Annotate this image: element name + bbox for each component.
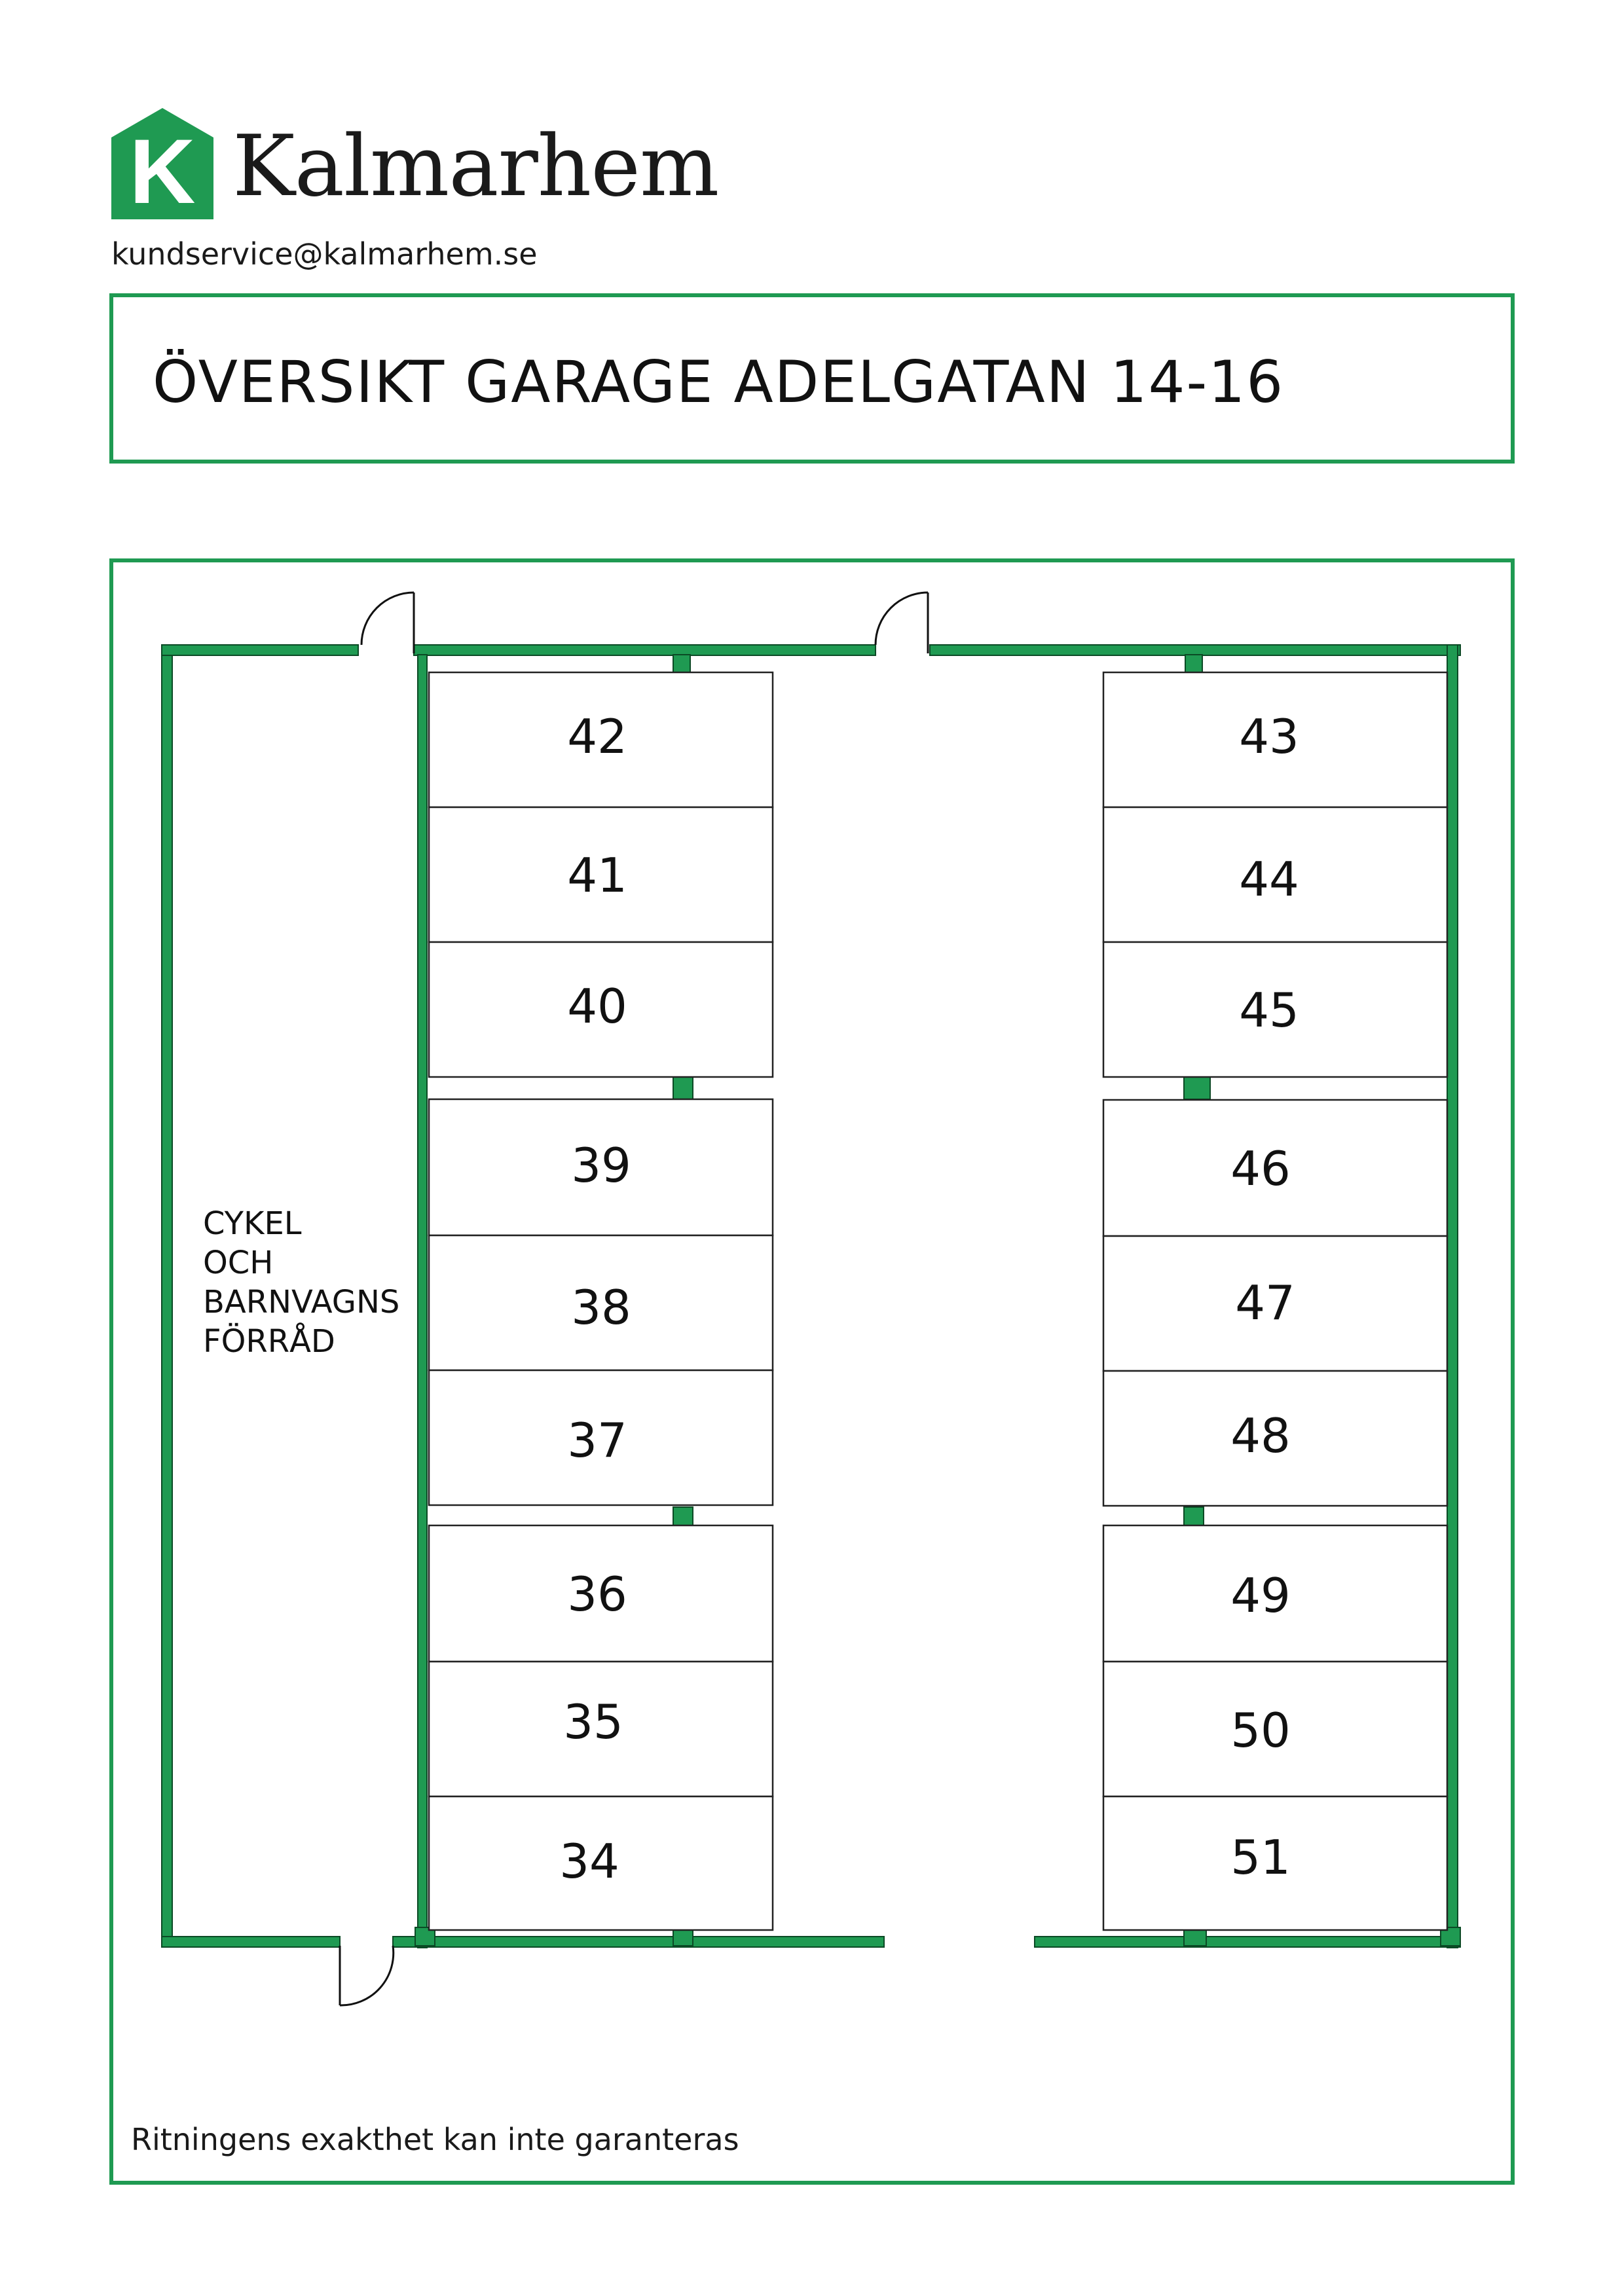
unit-number: 51 <box>1230 1830 1291 1885</box>
disclaimer-text: Ritningens exakthet kan inte garanteras <box>131 2122 739 2157</box>
pillar <box>1185 655 1202 673</box>
unit-number: 44 <box>1239 852 1299 907</box>
storage-room-label <box>203 1205 399 1360</box>
unit-number: 45 <box>1239 983 1299 1038</box>
pillar <box>673 1507 693 1525</box>
pillar <box>1184 1507 1204 1525</box>
logo-letter: K <box>129 120 196 219</box>
unit-number: 34 <box>559 1834 619 1889</box>
pillar <box>1184 1077 1210 1099</box>
unit-number: 36 <box>567 1567 627 1622</box>
wall-right-outer <box>1447 645 1458 1948</box>
unit-number: 46 <box>1230 1141 1291 1196</box>
wall-left-bottom-a <box>162 1937 340 1947</box>
storage-label-line: FÖRRÅD <box>203 1323 335 1360</box>
brand-name: Kalmarhem <box>232 118 719 215</box>
wall-left-outer <box>162 645 172 1945</box>
unit-number: 41 <box>567 848 627 903</box>
unit-number: 40 <box>567 979 627 1034</box>
unit-number: 49 <box>1230 1568 1291 1623</box>
pillar <box>673 655 690 673</box>
storage-label-line: CYKEL <box>203 1205 302 1242</box>
pillar <box>673 1077 693 1099</box>
contact-email[interactable]: kundservice@kalmarhem.se <box>111 236 538 272</box>
unit-number: 48 <box>1230 1408 1291 1463</box>
wall-left-inner <box>418 655 427 1948</box>
unit-number: 35 <box>563 1694 623 1749</box>
unit-number: 37 <box>567 1413 627 1468</box>
storage-label-line: OCH <box>203 1245 274 1281</box>
storage-label-line: BARNVAGNS <box>203 1284 400 1321</box>
unit-number: 39 <box>571 1138 631 1193</box>
wall-right-top <box>930 645 1460 655</box>
wall-left-top-a <box>162 645 358 655</box>
page-title: ÖVERSIKT GARAGE ADELGATAN 14-16 <box>153 348 1285 416</box>
wall-right-bottom <box>1035 1937 1460 1947</box>
wall-left-bottom-b <box>393 1937 884 1947</box>
unit-number: 43 <box>1239 709 1299 764</box>
wall-left-top-b <box>414 645 876 655</box>
unit-number: 42 <box>567 709 627 764</box>
unit-number: 47 <box>1235 1275 1295 1330</box>
unit-number: 50 <box>1230 1703 1291 1758</box>
unit-number: 38 <box>571 1280 631 1335</box>
